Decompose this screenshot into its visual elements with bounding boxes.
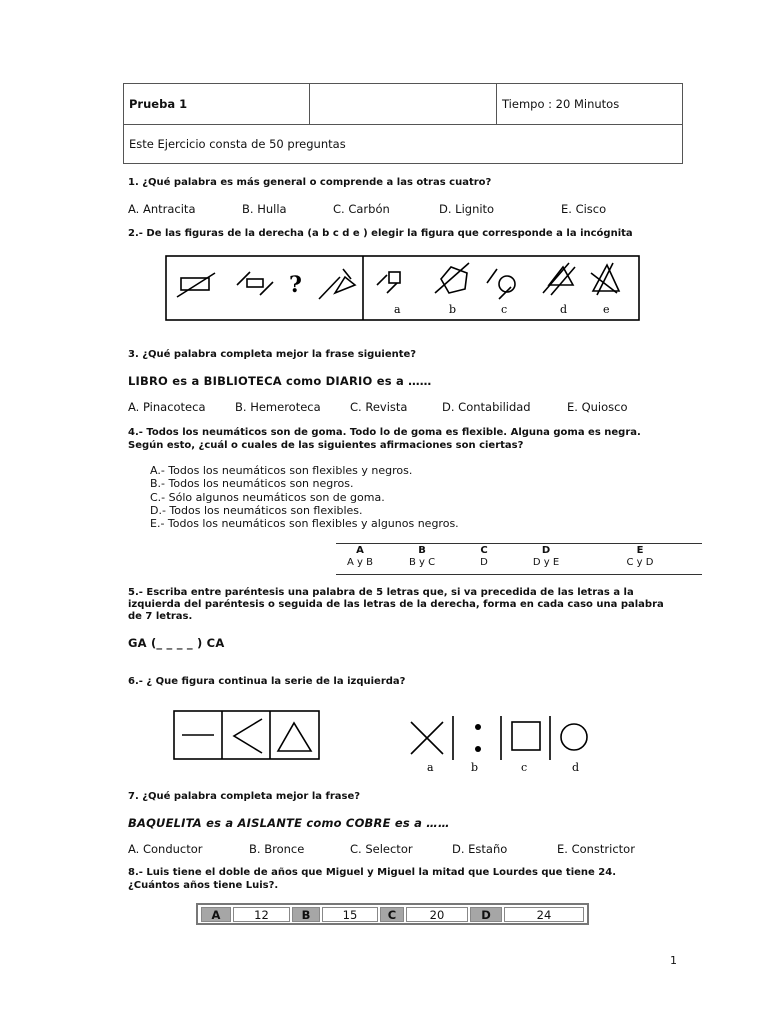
- q4-answer-letter-b: B: [418, 545, 426, 556]
- question-6: 6.- ¿ Que figura continua la serie de la izquierda?: [128, 676, 406, 687]
- q3-option-b: B. Hemeroteca: [235, 400, 321, 414]
- q6-option-c-figure: [512, 722, 540, 750]
- q3-option-c: C. Revista: [350, 400, 408, 414]
- test-title: Prueba 1: [124, 84, 310, 124]
- test-description: Este Ejercicio consta de 50 preguntas: [129, 137, 346, 151]
- q3-phrase: LIBRO es a BIBLIOTECA como DIARIO es a ……: [128, 374, 432, 388]
- q1-option-b: B. Hulla: [242, 202, 287, 216]
- q2-label-b: b: [449, 303, 457, 316]
- q4-statement-a: A.- Todos los neumáticos son flexibles y negros.: [150, 464, 413, 477]
- q4-answer-value-d: D y E: [532, 557, 560, 568]
- q4-statements: [150, 464, 459, 530]
- q4-answer-value-c: D: [480, 557, 488, 568]
- question-2: 2.- De las figuras de la derecha (a b c d e ) elegir la figura que corresponde a la incógnita: [128, 228, 633, 239]
- question-7: 7. ¿Qué palabra completa mejor la frase?: [128, 791, 361, 802]
- q1-option-a: A. Antracita: [128, 202, 196, 216]
- q6-series-triangle: [278, 723, 311, 751]
- q2-series-figure-4: [319, 269, 355, 299]
- question-3: 3. ¿Qué palabra completa mejor la frase siguiente?: [128, 349, 417, 360]
- q5-puzzle: GA (_ _ _ _ ) CA: [128, 636, 225, 650]
- header-row: [124, 84, 682, 125]
- q6-series-figures: [173, 710, 320, 760]
- q7-option-b: B. Bronce: [249, 842, 305, 856]
- q6-label-d: d: [572, 761, 580, 774]
- q2-label-c: c: [501, 303, 508, 316]
- header-blank-cell: [310, 84, 497, 124]
- q8-key-c: C: [380, 907, 404, 922]
- question-4-line-2: Según esto, ¿cuál o cuales de las siguientes afirmaciones son ciertas?: [128, 440, 524, 451]
- q2-option-c-figure: [487, 269, 515, 299]
- q6-series-angle: [234, 719, 262, 753]
- q6-option-figures: [405, 712, 595, 776]
- time-limit: Tiempo : 20 Minutos: [502, 97, 620, 111]
- q3-option-e: E. Quiosco: [567, 400, 628, 414]
- q8-value-d: 24: [504, 907, 584, 922]
- q1-option-c: C. Carbón: [333, 202, 390, 216]
- q3-option-a: A. Pinacoteca: [128, 400, 206, 414]
- q4-answer-letter-c: C: [480, 545, 488, 556]
- q2-option-d-figure: [543, 263, 575, 295]
- q6-label-b: b: [471, 761, 479, 774]
- question-5-line-3: de 7 letras.: [128, 611, 193, 622]
- q2-series-figure-2: [237, 272, 273, 295]
- q2-label-d: d: [560, 303, 568, 316]
- q4-statement-e: E.- Todos los neumáticos son flexibles y algunos negros.: [150, 517, 459, 531]
- q3-option-d: D. Contabilidad: [442, 400, 531, 414]
- q6-label-c: c: [521, 761, 528, 774]
- q4-answer-table: [336, 543, 702, 575]
- q6-option-b-figure: [475, 724, 481, 752]
- q1-option-e: E. Cisco: [561, 202, 607, 216]
- q8-key-b: B: [292, 907, 320, 922]
- q4-answer-letter-a: A: [356, 545, 364, 556]
- q8-answer-grid: [196, 903, 589, 925]
- question-8-line-1: 8.- Luis tiene el doble de años que Miguel y Miguel la mitad que Lourdes que tiene 24.: [128, 867, 617, 878]
- q4-answer-letter-e: E: [636, 545, 644, 556]
- q2-label-a: a: [394, 303, 401, 316]
- q7-option-e: E. Constrictor: [557, 842, 635, 856]
- q2-option-e-figure: [591, 263, 619, 295]
- q6-option-a-figure: [411, 722, 443, 754]
- q8-value-b: 15: [322, 907, 378, 922]
- q2-frame: [166, 256, 639, 320]
- question-5-line-2: izquierda del paréntesis o seguida de las letras de la derecha, forma en cada caso una palabra: [128, 599, 664, 610]
- question-4-line-1: 4.- Todos los neumáticos son de goma. Todo lo de goma es flexible. Alguna goma es negra.: [128, 427, 641, 438]
- q8-key-d: D: [470, 907, 502, 922]
- q2-series-figure-1: [177, 273, 215, 297]
- header-table: [123, 83, 683, 164]
- question-8-line-2: ¿Cuántos años tiene Luis?.: [128, 880, 279, 891]
- q7-option-c: C. Selector: [350, 842, 413, 856]
- q4-answer-value-b: B y C: [408, 557, 436, 568]
- q4-statement-b: B.- Todos los neumáticos son negros.: [150, 477, 354, 491]
- q4-statement-c: C.- Sólo algunos neumáticos son de goma.: [150, 490, 385, 504]
- q7-option-d: D. Estaño: [452, 842, 508, 856]
- page-number: 1: [670, 954, 677, 967]
- q7-phrase: BAQUELITA es a AISLANTE como COBRE es a ……: [128, 816, 450, 830]
- q2-option-b-figure: [435, 263, 469, 293]
- q4-answer-letter-d: D: [541, 545, 551, 556]
- q8-value-c: 20: [406, 907, 468, 922]
- question-1: 1. ¿Qué palabra es más general o comprende a las otras cuatro?: [128, 177, 492, 188]
- question-5-line-1: 5.- Escriba entre paréntesis una palabra de 5 letras que, si va precedida de las letras a la: [128, 587, 634, 598]
- q8-value-a: 12: [233, 907, 290, 922]
- q4-answer-value-a: A y B: [347, 557, 373, 568]
- q4-statement-d: D.- Todos los neumáticos son flexibles.: [150, 503, 363, 517]
- q4-answer-value-e: C y D: [626, 557, 654, 568]
- q1-option-d: D. Lignito: [439, 202, 495, 216]
- q2-figures: [165, 255, 640, 321]
- q6-option-d-figure: [561, 724, 587, 750]
- q2-option-a-figure: [377, 272, 400, 293]
- q8-key-a: A: [201, 907, 231, 922]
- q2-unknown-mark: ?: [289, 272, 302, 298]
- q6-label-a: a: [427, 761, 434, 774]
- q7-option-a: A. Conductor: [128, 842, 203, 856]
- q2-label-e: e: [603, 303, 610, 316]
